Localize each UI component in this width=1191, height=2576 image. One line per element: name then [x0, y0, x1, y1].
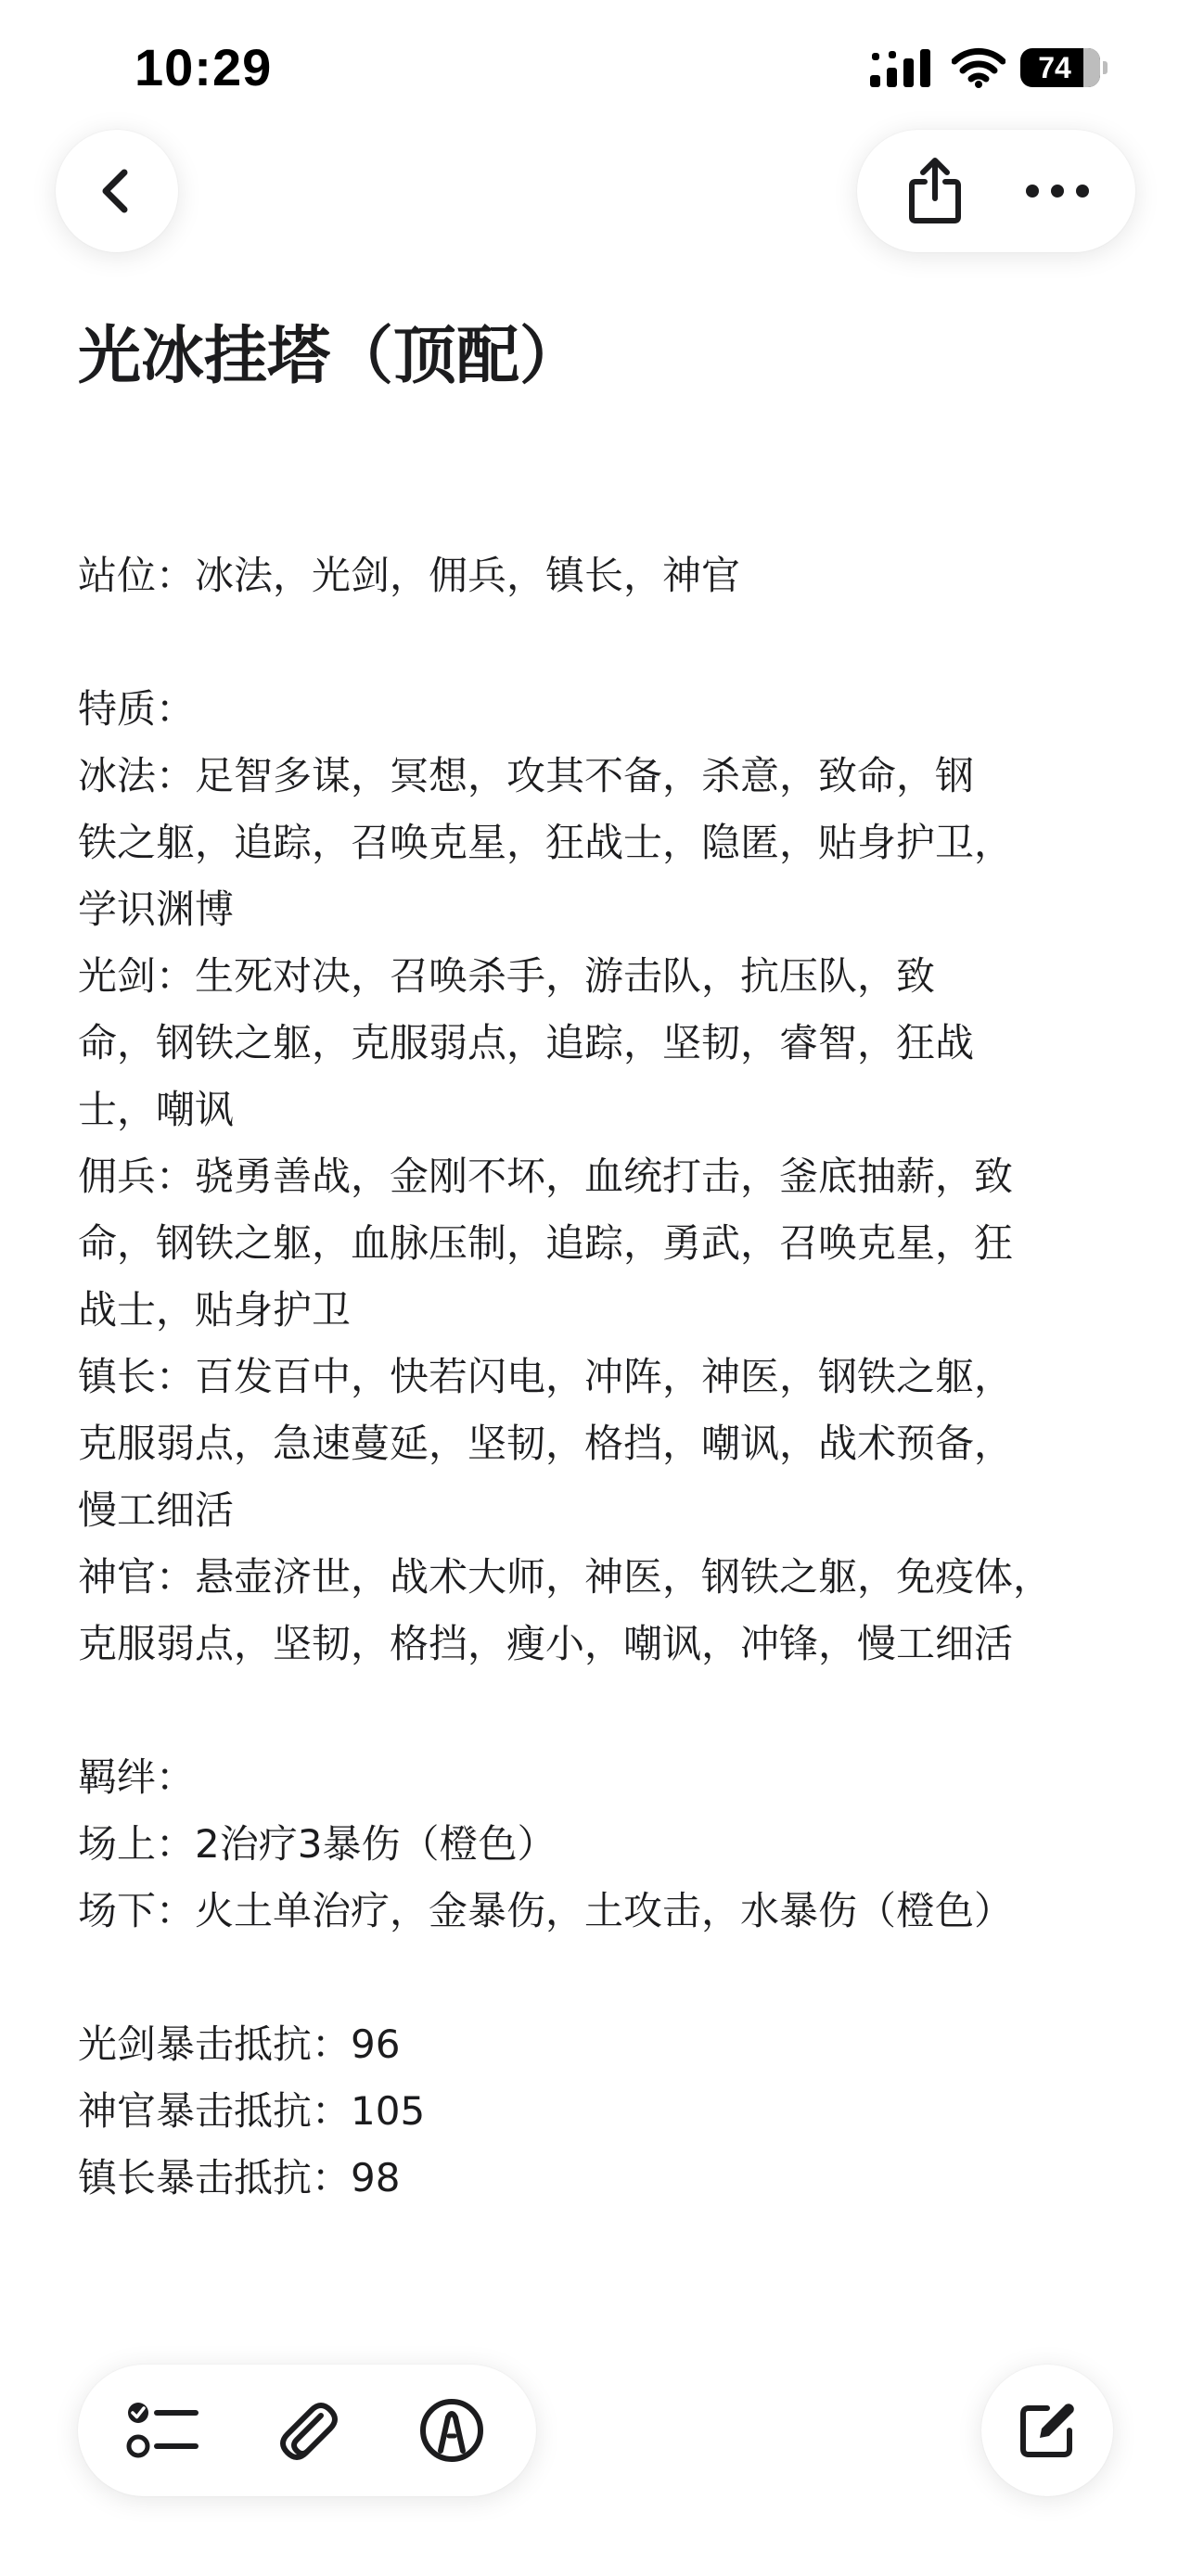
note-line: 神官：悬壶济世，战术大师，神医，钢铁之躯，免疫体， [78, 1554, 1053, 1600]
note-line: 慢工细活 [78, 1487, 235, 1533]
compose-button[interactable] [981, 2365, 1113, 2496]
bottom-toolbar [78, 2365, 536, 2496]
note-line: 特质： [78, 686, 196, 732]
note-line: 命，钢铁之躯，血脉压制，追踪，勇武，召唤克星，狂 [78, 1220, 1014, 1266]
note-line: 铁之躯，追踪，召唤克星，狂战士，隐匿，贴身护卫， [78, 820, 1014, 865]
checklist-button[interactable] [111, 2379, 213, 2481]
cellular-signal-icon [870, 47, 937, 88]
note-line: 冰法：足智多谋，冥想，攻其不备，杀意，致命，钢 [78, 753, 975, 798]
note-line: 镇长：百发百中，快若闪电，冲阵，神医，钢铁之躯， [78, 1354, 1014, 1399]
ellipsis-icon [1024, 182, 1091, 200]
checklist-icon [125, 2398, 199, 2463]
note-line: 场上：2治疗3暴伤（橙色） [78, 1821, 557, 1867]
note-line: 场下：火土单治疗，金暴伤，土攻击，水暴伤（橙色） [78, 1888, 1014, 1933]
note-line: 士，嘲讽 [78, 1087, 235, 1132]
note-line: 光剑：生死对决，召唤杀手，游击队，抗压队，致 [78, 953, 936, 999]
note-blank-line [78, 1945, 1117, 2011]
pen-markup-icon [418, 2397, 485, 2464]
status-indicators [870, 45, 1100, 91]
battery-level: 74 [1038, 50, 1071, 84]
back-button[interactable] [56, 130, 178, 252]
note-line: 克服弱点，急速蔓延，坚韧，格挡，嘲讽，战术预备， [78, 1421, 1014, 1466]
note-line: 羁绊： [78, 1754, 196, 1800]
markup-button[interactable] [401, 2379, 503, 2481]
note-line: 克服弱点，坚韧，格挡，瘦小，嘲讽，冲锋，慢工细活 [78, 1621, 1014, 1666]
attachment-button[interactable] [256, 2379, 358, 2481]
more-button[interactable] [1006, 140, 1108, 242]
note-line: 神官暴击抵抗：105 [78, 2088, 426, 2134]
note-title[interactable]: 光冰挂塔（顶配） [78, 320, 583, 393]
note-line: 镇长暴击抵抗：98 [78, 2155, 401, 2200]
note-line: 战士，贴身护卫 [78, 1287, 352, 1333]
status-time: 10:29 [134, 38, 273, 96]
compose-icon [1016, 2399, 1079, 2462]
note-line: 命，钢铁之躯，克服弱点，追踪，坚韧，睿智，狂战 [78, 1020, 975, 1065]
share-button[interactable] [884, 140, 986, 242]
paperclip-icon [275, 2395, 339, 2466]
note-line: 站位：冰法，光剑，佣兵，镇长，神官 [78, 553, 741, 598]
wifi-icon [952, 47, 1005, 88]
note-blank-line [78, 1677, 1117, 1744]
note-line: 佣兵：骁勇善战，金刚不坏，血统打击，釜底抽薪，致 [78, 1154, 1014, 1199]
battery-icon [1020, 48, 1100, 87]
note-body[interactable] [78, 542, 1117, 2212]
note-blank-line [78, 609, 1117, 676]
note-actions [857, 130, 1135, 252]
chevron-left-icon [89, 163, 145, 219]
note-line: 光剑暴击抵抗：96 [78, 2021, 401, 2067]
share-icon [904, 156, 966, 226]
note-line: 学识渊博 [78, 886, 235, 932]
status-bar [0, 0, 1191, 139]
